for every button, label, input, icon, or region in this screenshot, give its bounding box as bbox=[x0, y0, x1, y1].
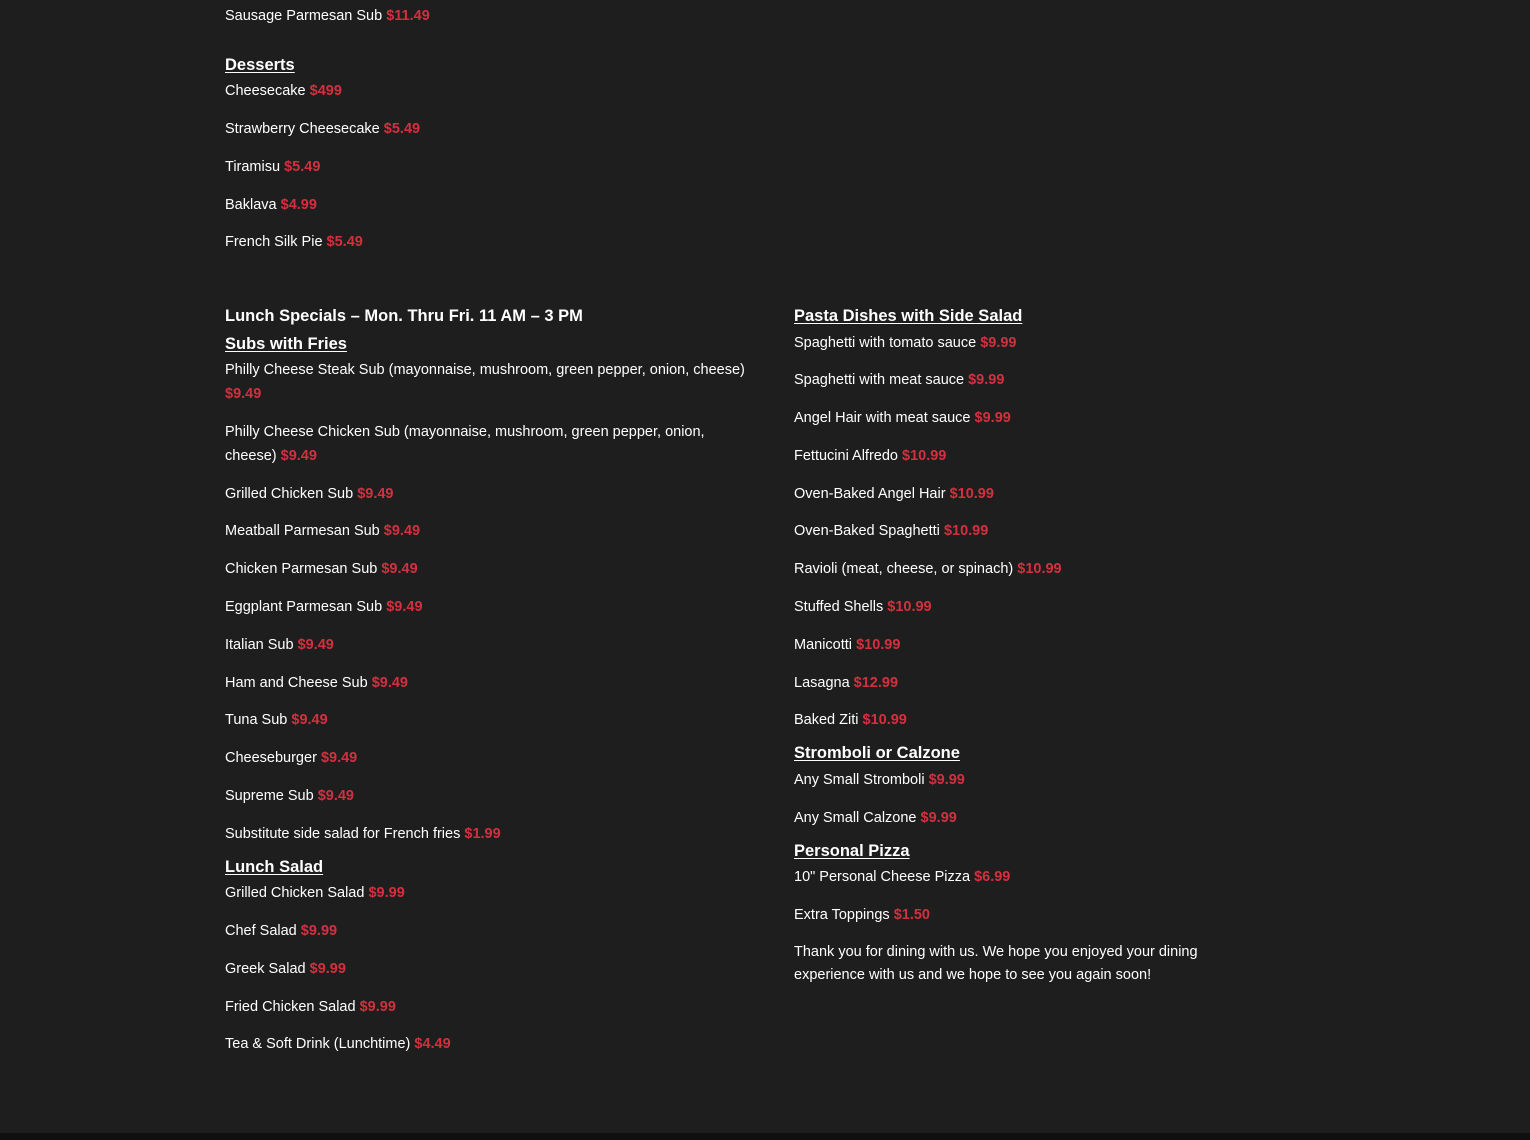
item-price: $5.49 bbox=[326, 234, 363, 251]
item-price: $9.99 bbox=[309, 960, 346, 977]
menu-item bbox=[794, 633, 1264, 657]
item-name: Any Small Stromboli bbox=[794, 771, 925, 788]
section-heading-stromboli: Stromboli or Calzone bbox=[794, 744, 960, 763]
footer-divider bbox=[0, 1133, 1530, 1140]
menu-item bbox=[225, 420, 745, 468]
item-name: Meatball Parmesan Sub bbox=[225, 523, 380, 540]
item-price: $9.49 bbox=[317, 787, 354, 804]
menu-item bbox=[794, 903, 1264, 927]
item-price: $4.99 bbox=[280, 196, 317, 213]
menu-item bbox=[794, 406, 1264, 430]
menu-item bbox=[225, 784, 745, 808]
lunch-specials-column bbox=[225, 303, 745, 1070]
menu-item bbox=[225, 708, 745, 732]
menu-item bbox=[794, 444, 1264, 468]
menu-item bbox=[225, 881, 745, 905]
item-name: Baklava bbox=[225, 196, 277, 213]
item-price: $4.49 bbox=[414, 1036, 451, 1053]
menu-item bbox=[794, 806, 1264, 830]
item-price: $5.49 bbox=[284, 158, 321, 175]
item-name: Oven-Baked Angel Hair bbox=[794, 485, 946, 502]
item-price: $10.99 bbox=[902, 447, 947, 464]
menu-item bbox=[225, 671, 745, 695]
menu-item bbox=[225, 1032, 745, 1056]
item-name: Sausage Parmesan Sub bbox=[225, 8, 383, 24]
item-name: Substitute side salad for French fries bbox=[225, 825, 461, 842]
item-price: $10.99 bbox=[856, 636, 901, 653]
menu-item bbox=[794, 482, 1264, 506]
menu-item bbox=[794, 519, 1264, 543]
item-name: Any Small Calzone bbox=[794, 809, 917, 826]
item-price: $11.49 bbox=[386, 8, 430, 24]
item-name: Fettucini Alfredo bbox=[794, 447, 898, 464]
menu-item bbox=[794, 595, 1264, 619]
item-name: Grilled Chicken Sub bbox=[225, 485, 354, 502]
pasta-column bbox=[794, 303, 1264, 1002]
item-price: $9.99 bbox=[368, 885, 405, 902]
menu-item bbox=[225, 230, 745, 254]
menu-item bbox=[225, 482, 745, 506]
section-heading-lunch-salad: Lunch Salad bbox=[225, 857, 324, 876]
menu-item bbox=[794, 708, 1264, 732]
item-price: $10.99 bbox=[887, 599, 932, 616]
item-price: $9.49 bbox=[357, 485, 394, 502]
item-name: Cheeseburger bbox=[225, 750, 317, 767]
item-name: 10" Personal Cheese Pizza bbox=[794, 869, 971, 886]
item-name: Philly Cheese Steak Sub (mayonnaise, mushroom, green pepper, onion, cheese) bbox=[225, 362, 745, 378]
item-name: Spaghetti with meat sauce bbox=[794, 372, 965, 389]
menu-item bbox=[225, 919, 745, 943]
section-heading-personal-pizza: Personal Pizza bbox=[794, 841, 910, 860]
item-price: $1.99 bbox=[464, 825, 501, 842]
item-name: Fried Chicken Salad bbox=[225, 998, 356, 1015]
item-name: Eggplant Parmesan Sub bbox=[225, 598, 383, 615]
section-heading-desserts: Desserts bbox=[225, 55, 295, 74]
menu-item bbox=[225, 633, 745, 657]
menu-item bbox=[794, 557, 1264, 581]
item-name: Tiramisu bbox=[225, 158, 281, 175]
menu-item bbox=[225, 822, 745, 846]
section-heading-subs: Subs with Fries bbox=[225, 334, 347, 353]
item-price: $9.49 bbox=[383, 523, 421, 540]
item-name: Greek Salad bbox=[225, 960, 306, 977]
section-heading-lunch-specials: Lunch Specials – Mon. Thru Fri. 11 AM – 3 PM bbox=[225, 307, 583, 325]
item-name: Extra Toppings bbox=[794, 907, 890, 924]
item-name: Spaghetti with tomato sauce bbox=[794, 334, 977, 351]
menu-item bbox=[225, 746, 745, 770]
item-name: Baked Ziti bbox=[794, 712, 859, 729]
menu-item bbox=[794, 331, 1264, 355]
menu-item bbox=[225, 155, 745, 179]
item-price: $9.49 bbox=[320, 750, 358, 767]
menu-item bbox=[225, 995, 745, 1019]
item-price: $499 bbox=[309, 83, 342, 100]
item-name: Oven-Baked Spaghetti bbox=[794, 523, 940, 540]
item-price: $10.99 bbox=[1017, 561, 1062, 578]
item-price: $10.99 bbox=[943, 523, 989, 540]
item-name: Cheesecake bbox=[225, 83, 306, 100]
menu-item bbox=[225, 519, 745, 543]
item-price: $9.99 bbox=[300, 923, 338, 940]
menu-item bbox=[794, 865, 1264, 889]
menu-item bbox=[794, 368, 1264, 392]
item-name: Manicotti bbox=[794, 636, 853, 653]
item-price: $12.99 bbox=[853, 674, 899, 691]
menu-item bbox=[225, 193, 745, 217]
item-price: $9.49 bbox=[280, 447, 317, 464]
menu-item bbox=[225, 4, 745, 28]
item-price: $9.99 bbox=[974, 410, 1011, 427]
item-name: Tea & Soft Drink (Lunchtime) bbox=[225, 1036, 411, 1053]
item-price: $6.99 bbox=[974, 869, 1011, 886]
item-price: $10.99 bbox=[949, 485, 994, 502]
section-heading-pasta: Pasta Dishes with Side Salad bbox=[794, 307, 1023, 325]
thank-you-message: Thank you for dining with us. We hope you enjoyed your dining experience with us and we hope to see you again soon! bbox=[794, 943, 1198, 984]
item-name: Angel Hair with meat sauce bbox=[794, 410, 971, 427]
menu-item bbox=[225, 117, 745, 141]
item-name: Chef Salad bbox=[225, 923, 297, 940]
item-price: $9.99 bbox=[928, 771, 965, 788]
item-name: Stuffed Shells bbox=[794, 599, 884, 616]
item-name: French Silk Pie bbox=[225, 234, 323, 251]
item-price: $9.99 bbox=[920, 809, 957, 826]
item-name: Lasagna bbox=[794, 674, 850, 691]
menu-item bbox=[225, 595, 745, 619]
menu-item bbox=[225, 358, 745, 406]
item-name: Italian Sub bbox=[225, 636, 294, 653]
menu-item bbox=[794, 768, 1264, 792]
item-name: Ham and Cheese Sub bbox=[225, 674, 368, 691]
item-name: Ravioli (meat, cheese, or spinach) bbox=[794, 561, 1014, 578]
item-price: $1.50 bbox=[893, 907, 930, 924]
menu-item bbox=[794, 671, 1264, 695]
item-price: $9.49 bbox=[386, 598, 423, 615]
item-name: Chicken Parmesan Sub bbox=[225, 561, 378, 578]
item-price: $9.49 bbox=[371, 674, 408, 691]
item-name: Strawberry Cheesecake bbox=[225, 121, 380, 138]
item-price: $9.49 bbox=[291, 712, 328, 729]
menu-item bbox=[225, 557, 745, 581]
item-price: $9.99 bbox=[980, 334, 1017, 351]
item-price: $9.49 bbox=[297, 636, 334, 653]
item-price: $9.49 bbox=[225, 386, 262, 402]
item-price: $9.49 bbox=[381, 561, 418, 578]
desserts-column bbox=[225, 4, 745, 268]
item-price: $9.99 bbox=[968, 372, 1005, 389]
item-price: $5.49 bbox=[383, 121, 421, 138]
item-name: Supreme Sub bbox=[225, 787, 314, 804]
item-price: $10.99 bbox=[862, 712, 907, 729]
item-name: Grilled Chicken Salad bbox=[225, 885, 365, 902]
item-name: Philly Cheese Chicken Sub (mayonnaise, mushroom, green pepper, onion, cheese) bbox=[225, 423, 705, 464]
menu-item bbox=[225, 79, 745, 103]
item-price: $9.99 bbox=[359, 998, 396, 1015]
item-name: Tuna Sub bbox=[225, 712, 288, 729]
menu-item bbox=[225, 957, 745, 981]
